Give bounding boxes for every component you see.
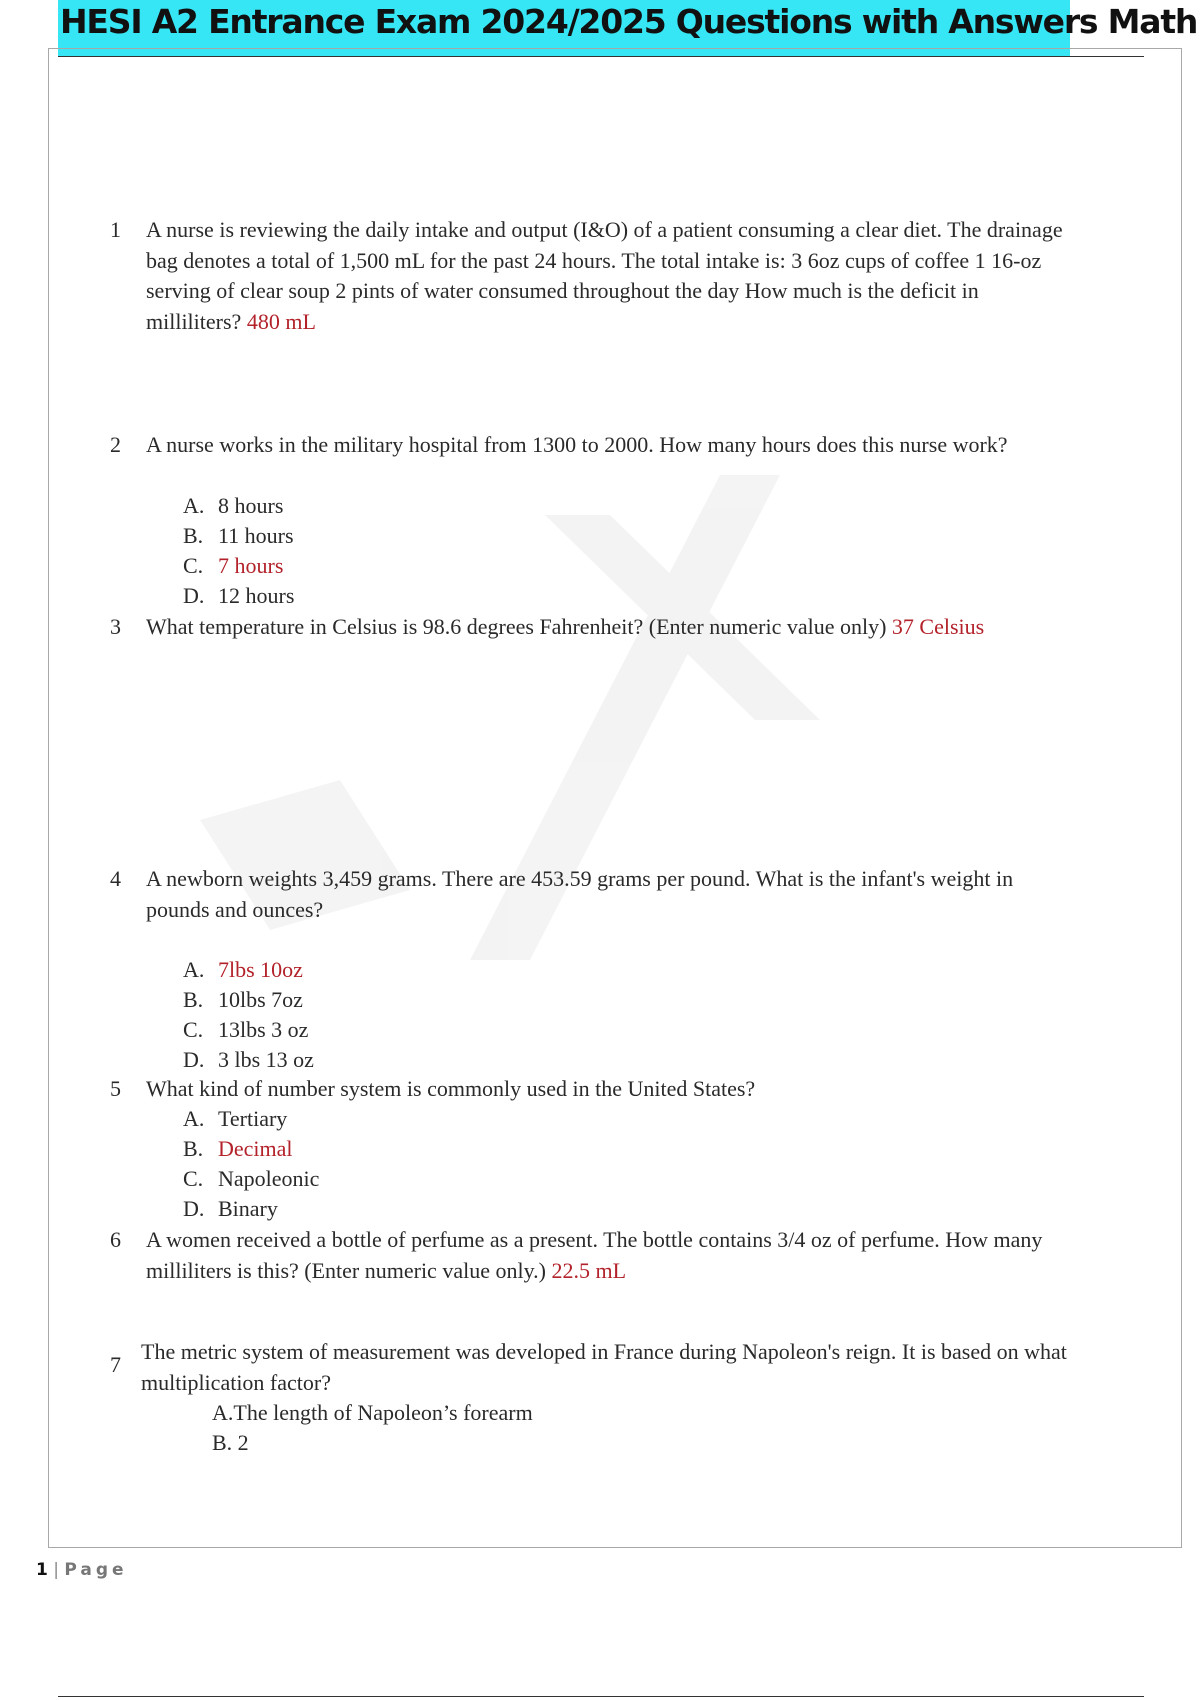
question-1-number: 1 — [110, 217, 121, 242]
option-text: 13lbs 3 oz — [218, 1017, 309, 1042]
document-title: HESI A2 Entrance Exam 2024/2025 Questions with Answers Math — [58, 0, 1070, 56]
option-text: 12 hours — [218, 583, 295, 608]
question-3-number: 3 — [110, 614, 121, 639]
option-text: Napoleonic — [218, 1166, 320, 1191]
option-letter: C. — [183, 553, 204, 578]
option-letter: D. — [183, 583, 205, 608]
question-5 — [146, 1074, 1076, 1105]
question-4-option-a — [183, 955, 303, 986]
question-2-number: 2 — [110, 432, 121, 457]
question-6-text: A women received a bottle of perfume as a present. The bottle contains 3/4 oz of perfume. How many milliliters is this? (Enter numeric value only.) — [146, 1227, 1043, 1283]
option-text: 11 hours — [218, 523, 294, 548]
option-text: 10lbs 7oz — [218, 987, 303, 1012]
question-7-number: 7 — [110, 1352, 121, 1377]
question-5-option-b — [183, 1134, 293, 1165]
option-text: A.The length of Napoleon’s forearm — [212, 1400, 533, 1425]
question-1-answer: 480 mL — [246, 308, 316, 334]
question-3-answer: 37 Celsius — [891, 614, 985, 639]
option-letter: A. — [183, 493, 205, 518]
question-4-number: 4 — [110, 866, 121, 891]
option-text: 8 hours — [218, 493, 284, 518]
option-letter: D. — [183, 1047, 205, 1072]
question-4-option-d — [183, 1045, 314, 1076]
option-letter: A. — [183, 1106, 205, 1131]
option-letter: B. — [183, 1136, 204, 1161]
question-4 — [146, 864, 1076, 925]
question-5-text: What kind of number system is commonly used in the United States? — [146, 1076, 756, 1101]
question-7-option-b — [212, 1428, 249, 1459]
question-5-number: 5 — [110, 1076, 121, 1101]
question-7-option-a — [212, 1398, 533, 1429]
option-letter: B. — [183, 987, 204, 1012]
question-1 — [146, 215, 1076, 337]
footer-rule — [58, 1696, 1144, 1697]
question-7-text: The metric system of measurement was developed in France during Napoleon's reign. It is based on what multiplication factor? — [141, 1339, 1067, 1395]
option-text: Tertiary — [218, 1106, 288, 1131]
question-5-option-d — [183, 1194, 278, 1225]
question-5-option-a — [183, 1104, 287, 1135]
page-label: Page — [64, 1560, 128, 1580]
option-letter: D. — [183, 1196, 205, 1221]
page-number: 1 — [36, 1560, 48, 1580]
question-5-option-c — [183, 1164, 319, 1195]
question-2-option-a — [183, 491, 283, 522]
option-text: B. 2 — [212, 1430, 249, 1455]
question-3 — [146, 612, 1076, 643]
page-separator: | — [53, 1560, 59, 1580]
option-letter: C. — [183, 1017, 204, 1042]
question-1-text: A nurse is reviewing the daily intake and output (I&O) of a patient consuming a clear diet. The drainage bag denotes a total of 1,500 mL for the past 24 hours. The total intake is: 3 6oz cups of coffee 1 16-oz serving of clear soup 2 pints of water consumed throughout the day How much is the deficit in milliliters? — [146, 217, 1063, 334]
question-6-number: 6 — [110, 1227, 121, 1252]
question-2 — [146, 430, 1076, 461]
option-letter: B. — [183, 523, 204, 548]
question-4-option-c — [183, 1015, 308, 1046]
option-letter: A. — [183, 957, 205, 982]
question-2-text: A nurse works in the military hospital from 1300 to 2000. How many hours does this nurse work? — [146, 432, 1008, 457]
question-2-option-b — [183, 521, 294, 552]
question-6 — [146, 1225, 1076, 1286]
question-2-option-d — [183, 581, 294, 612]
question-2-option-c — [183, 551, 283, 582]
question-4-text: A newborn weights 3,459 grams. There are 453.59 grams per pound. What is the infant's weight in pounds and ounces? — [146, 866, 1014, 922]
question-6-answer: 22.5 mL — [551, 1257, 627, 1283]
option-text-correct: 7lbs 10oz — [218, 957, 303, 982]
question-3-text: What temperature in Celsius is 98.6 degrees Fahrenheit? (Enter numeric value only) — [146, 614, 887, 639]
option-text-correct: 7 hours — [218, 553, 284, 578]
option-text: Binary — [218, 1196, 278, 1221]
option-text-correct: Decimal — [218, 1136, 293, 1161]
question-7 — [141, 1337, 1071, 1398]
question-4-option-b — [183, 985, 303, 1016]
option-text: 3 lbs 13 oz — [218, 1047, 314, 1072]
page-footer — [36, 1560, 128, 1580]
option-letter: C. — [183, 1166, 204, 1191]
